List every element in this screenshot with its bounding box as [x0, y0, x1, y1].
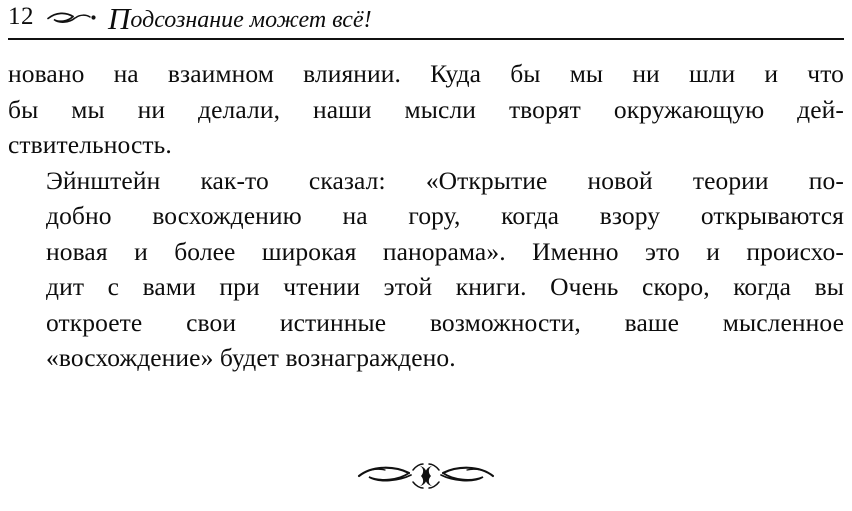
text-line: откроете свои истинные возможности, ваше мысленное [46, 307, 844, 337]
paragraph [8, 163, 844, 376]
running-title-rest: одсознание может всё! [130, 7, 372, 33]
text-line: добно восхождению на гору, когда взору открываются [46, 201, 844, 230]
text-line: дит с вами при чтении этой книги. Очень скоро, когда вы [46, 272, 844, 301]
running-title-initial: П [108, 1, 131, 36]
text-line: новая и более широкая панорама». Именно это и происхо- [46, 236, 844, 266]
page-header [0, 0, 852, 42]
page-body-text [8, 56, 844, 376]
decorative-flourish-divider-icon [0, 459, 852, 493]
flourish-ornament-icon [46, 2, 98, 32]
running-title [108, 2, 372, 35]
paragraph [8, 56, 844, 163]
text-line: Эйнштейн как-то сказал: «Открытие новой теории по- [46, 165, 844, 195]
text-line: бы мы ни делали, наши мысли творят окружающую дей- [8, 94, 844, 124]
text-line: новано на взаимном влиянии. Куда бы мы ни шли и что [8, 59, 844, 88]
text-line: ствительность. [8, 130, 172, 159]
page-number: 12 [8, 3, 34, 30]
text-line: «восхождение» будет вознаграждено. [46, 343, 456, 372]
header-divider-rule [8, 38, 844, 40]
